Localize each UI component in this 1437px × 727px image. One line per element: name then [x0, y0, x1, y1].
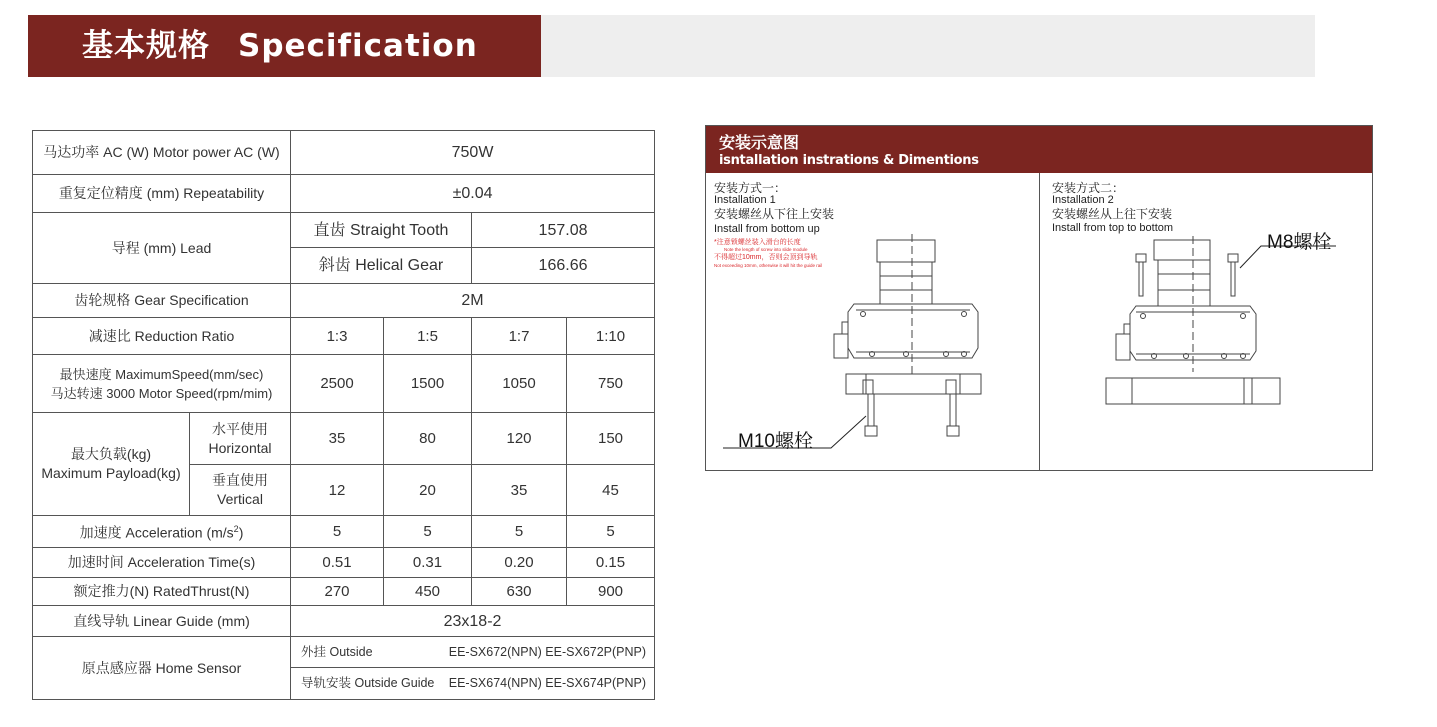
acceleration-value: 5 [472, 516, 567, 548]
row-sensor-outside [33, 637, 655, 668]
repeatability-label: 重复定位精度 (mm) Repeatability [33, 175, 291, 213]
row-reduction [33, 318, 655, 355]
thrust-label: 额定推力(N) RatedThrust(N) [33, 578, 291, 606]
method1-en: Installation 1 [714, 194, 776, 206]
horizontal-label [190, 413, 291, 465]
header-banner-fill [541, 15, 1315, 77]
accel-time-value: 0.51 [291, 548, 384, 578]
acceleration-value: 5 [291, 516, 384, 548]
motor-power-value: 750W [291, 131, 655, 175]
row-repeatability [33, 175, 655, 213]
acceleration-label-end: ) [238, 524, 244, 541]
m8-bolt-label: M8螺栓 [1267, 232, 1332, 253]
row-guide [33, 606, 655, 637]
payload-horizontal-value: 120 [472, 413, 567, 465]
speed-value: 750 [567, 355, 655, 413]
gear-value: 2M [291, 284, 655, 318]
speed-label-line2: 马达转速 3000 Motor Speed(rpm/mim) [50, 385, 273, 401]
base-plate-2 [1106, 378, 1280, 404]
row-motor-power [33, 131, 655, 175]
header-banner [28, 15, 541, 77]
reduction-value: 1:10 [567, 318, 655, 355]
slide-body-1 [834, 304, 978, 358]
straight-tooth-value: 157.08 [472, 213, 655, 248]
payload-horizontal-value: 150 [567, 413, 655, 465]
method1-note4: Not exceeding 10mm, otherwise it will hit the guide rail [714, 263, 823, 268]
method1-desc-cn: 安装螺丝从下往上安装 [714, 207, 835, 221]
accel-time-value: 0.15 [567, 548, 655, 578]
reduction-label: 减速比 Reduction Ratio [33, 318, 291, 355]
gear-label: 齿轮规格 Gear Specification [33, 284, 291, 318]
helical-gear-label: 斜齿 Helical Gear [291, 248, 472, 284]
sensor-outside [291, 637, 655, 668]
sensor-guide-models: EE-SX674(NPN) EE-SX674P(PNP) [448, 676, 647, 690]
acceleration-label-text: 加速度 Acceleration (m/s [79, 524, 234, 541]
acceleration-label-sup: 2 [233, 524, 239, 535]
method1-cn: 安装方式一： [714, 181, 787, 195]
title-en: Specification [238, 28, 478, 64]
method2-desc-cn: 安装螺丝从上往下安装 [1052, 207, 1173, 221]
slide-body-2 [1116, 306, 1256, 360]
accel-time-value: 0.20 [472, 548, 567, 578]
acceleration-value: 5 [384, 516, 472, 548]
method1-note1: *注意锁螺丝装入滑台的长度 [714, 239, 801, 246]
reduction-value: 1:5 [384, 318, 472, 355]
installation-drawing [706, 126, 1374, 472]
thrust-value: 450 [384, 578, 472, 606]
installation-panel [705, 125, 1373, 471]
method1-note2: Note the length of screw into slide module [724, 247, 808, 252]
title-cn: 基本规格 [82, 28, 210, 64]
motor-drawing-1 [877, 240, 935, 304]
guide-label: 直线导轨 Linear Guide (mm) [33, 606, 291, 637]
vertical-en: Vertical [217, 491, 263, 507]
row-accel-time [33, 548, 655, 578]
thrust-value: 900 [567, 578, 655, 606]
method1-desc-en: Install from bottom up [714, 223, 820, 235]
row-speed [33, 355, 655, 413]
motor-power-label: 马达功率 AC (W) Motor power AC (W) [33, 131, 291, 175]
payload-horizontal-value: 80 [384, 413, 472, 465]
payload-vertical-value: 45 [567, 465, 655, 516]
method2-cn: 安装方式二： [1052, 181, 1125, 195]
sensor-outside-models: EE-SX672(NPN) EE-SX672P(PNP) [448, 644, 647, 659]
payload-label-line1: 最大负载(kg) [70, 446, 152, 462]
accel-time-value: 0.31 [384, 548, 472, 578]
payload-vertical-value: 12 [291, 465, 384, 516]
speed-label-line1: 最快速度 MaximumSpeed(mm/sec) [59, 366, 264, 382]
horizontal-cn: 水平使用 [212, 420, 268, 437]
speed-value: 2500 [291, 355, 384, 413]
row-lead-straight [33, 213, 655, 248]
row-acceleration [33, 516, 655, 548]
method2-desc-en: Install from top to bottom [1052, 222, 1174, 234]
repeatability-value: ±0.04 [291, 175, 655, 213]
straight-tooth-label: 直齿 Straight Tooth [291, 213, 472, 248]
acceleration-value: 5 [567, 516, 655, 548]
speed-label [33, 355, 291, 413]
sensor-label: 原点感应器 Home Sensor [33, 637, 291, 700]
payload-label [33, 413, 190, 516]
guide-value: 23x18-2 [291, 606, 655, 637]
row-payload-horizontal [33, 413, 655, 465]
sensor-guide [291, 668, 655, 700]
horizontal-en: Horizontal [208, 439, 272, 456]
speed-value: 1050 [472, 355, 567, 413]
page-title [82, 15, 478, 77]
payload-label-line2: Maximum Payload(kg) [41, 465, 181, 481]
reduction-value: 1:3 [291, 318, 384, 355]
thrust-value: 630 [472, 578, 567, 606]
payload-vertical-value: 20 [384, 465, 472, 516]
helical-gear-value: 166.66 [472, 248, 655, 284]
vertical-label [190, 465, 291, 516]
sensor-outside-label: 外挂 Outside [301, 644, 373, 659]
vertical-cn: 垂直使用 [212, 472, 268, 488]
lead-label: 导程 (mm) Lead [33, 213, 291, 284]
installation-title-cn: 安装示意图 [719, 133, 800, 152]
row-thrust [33, 578, 655, 606]
m10-bolt-label: M10螺栓 [738, 431, 813, 452]
thrust-value: 270 [291, 578, 384, 606]
method1-note3: 不得超过10mm，否则会顶到导轨 [714, 254, 818, 261]
sensor-guide-label: 导轨安装 Outside Guide [301, 676, 435, 690]
base-plate-1 [846, 374, 981, 394]
accel-time-label: 加速时间 Acceleration Time(s) [33, 548, 291, 578]
spec-table [32, 130, 655, 700]
reduction-value: 1:7 [472, 318, 567, 355]
row-gear [33, 284, 655, 318]
payload-horizontal-value: 35 [291, 413, 384, 465]
motor-drawing-2 [1154, 240, 1210, 306]
payload-vertical-value: 35 [472, 465, 567, 516]
acceleration-label [33, 516, 291, 548]
installation-title-en: isntallation instrations & Dimentions [719, 153, 979, 168]
m10-bolt-drawing [865, 394, 959, 436]
method2-en: Installation 2 [1052, 194, 1114, 206]
speed-value: 1500 [384, 355, 472, 413]
